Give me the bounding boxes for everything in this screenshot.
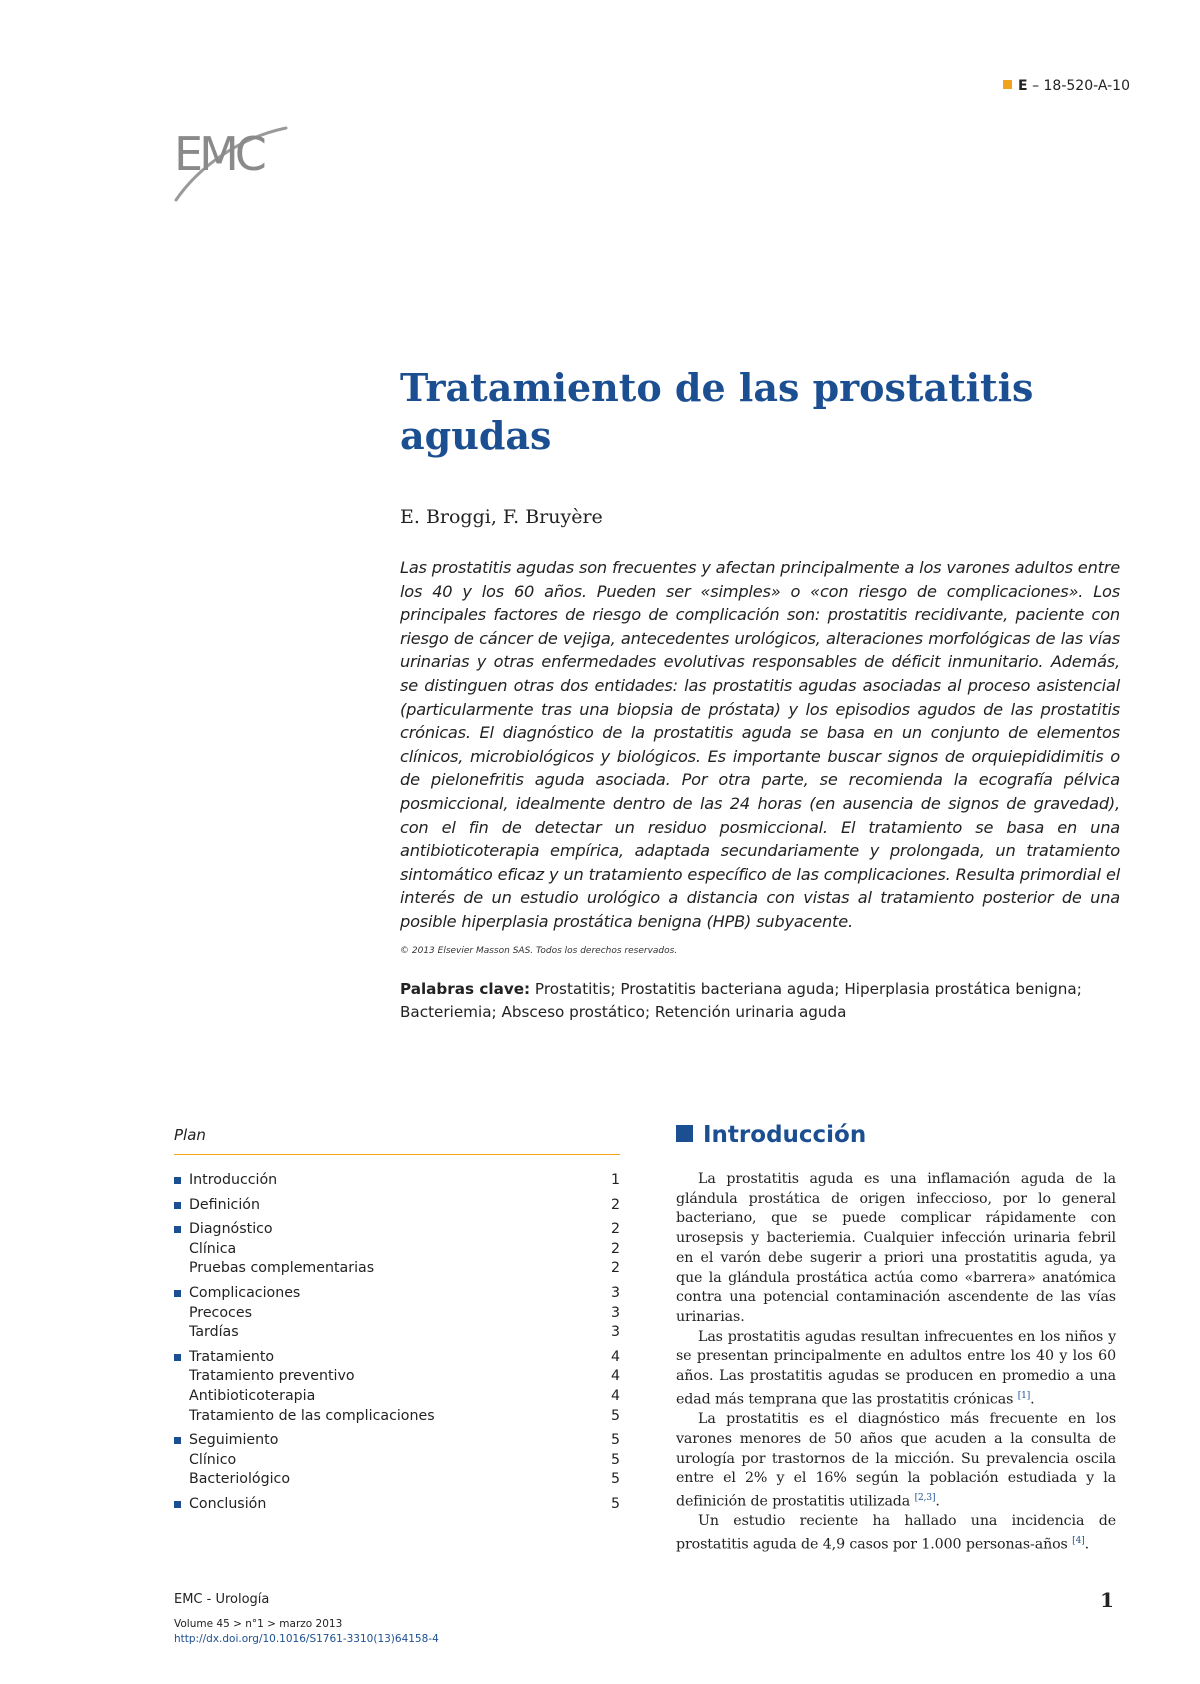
intro-paragraph-3: La prostatitis es el diagnóstico más frecuente en los varones menores de 50 años que acuden a la consulta de urología por trastornos de la micción. Su prevalencia oscila entre el 2% y el 16% según la población estudiada y la definición de prostatitis utilizada [2,3]. [676,1411,1116,1510]
intro-paragraph-1: La prostatitis aguda es una inflamación aguda de la glándula prostática de origen infeccioso, por lo general bacteriano, que se puede complicar rápidamente con urosepsis y bacteriemia. Cualquier infección urinaria febril en el varón debe sugerir a priori una prostatitis aguda, ya que la glándula prostática actúa como «barrera» anatómica contra una potencial contaminación ascendente de las vías urinarias. [676,1171,1116,1325]
introduction-body [676,1170,1116,1556]
square-bullet-icon [174,1177,181,1184]
citation-link[interactable]: [2,3] [914,1492,936,1503]
toc-subitem-antibioticoterapia[interactable]: Antibioticoterapia 4 [189,1387,620,1404]
keywords [400,978,1120,1024]
ref-code-number: – 18-520-A-10 [1027,78,1130,94]
toc-item-complicaciones[interactable]: Complicaciones 3 [174,1284,620,1304]
toc-item-conclusion[interactable]: Conclusión 5 [174,1495,620,1515]
toc-subitem-tardias[interactable]: Tardías 3 [189,1324,620,1341]
doi-link[interactable]: http://dx.doi.org/10.1016/S1761-3310(13)64158-4 [174,1633,439,1645]
toc-title: Plan [174,1126,620,1155]
toc-subitem-bacteriologico[interactable]: Bacteriológico 5 [189,1471,620,1488]
square-bullet-icon [174,1226,181,1233]
page-number: 1 [1100,1588,1114,1612]
toc-subitem-tratamiento-preventivo[interactable]: Tratamiento preventivo 4 [189,1368,620,1385]
emc-logo-text: EMC [174,127,263,181]
orange-square-icon [1003,80,1012,89]
section-heading-introduccion: Introducción [676,1122,866,1148]
toc-item-introduccion[interactable]: Introducción 1 [174,1171,620,1191]
square-bullet-icon [174,1290,181,1297]
toc-item-definicion[interactable]: Definición 2 [174,1196,620,1216]
article-reference-code [1003,78,1130,94]
copyright-notice: © 2013 Elsevier Masson SAS. Todos los derechos reservados. [400,946,678,956]
intro-paragraph-2: Las prostatitis agudas resultan infrecuentes en los niños y se presentan principalmente en adultos entre los 40 y los 60 años. Las prostatitis agudas se producen en promedio a una edad más temprana que las prostatitis crónicas [1]. [676,1328,1116,1408]
article-abstract: Las prostatitis agudas son frecuentes y afectan principalmente a los varones adultos entre los 40 y los 60 años. Pueden ser «simples» o «con riesgo de complicaciones». Los principales factores de riesgo de complicación son: prostatitis recidivante, paciente con riesgo de cáncer de vejiga, antecedentes urológicos, alteraciones morfológicas de las vías urinarias y otras enfermedades evolutivas responsables de déficit inmunitario. Además, se distinguen otras dos entidades: las prostatitis agudas asociadas al proceso asistencial (particularmente tras una biopsia de próstata) y los episodios agudos de las prostatitis crónicas. El diagnóstico de la prostatitis aguda se basa en un conjunto de elementos clínicos, microbiológicos y biológicos. Es importante buscar signos de orquiepididimitis o de pielonefritis aguda asociada. Por otra parte, se recomienda la ecografía pélvica posmiccional, idealmente dentro de las 24 horas (en ausencia de signos de gravedad), con el fin de detectar un residuo posmiccional. El tratamiento se basa en una antibioticoterapia empírica, adaptada secundariamente y prolongada, un tratamiento sintomático eficaz y un tratamiento específico de las complicaciones. Resulta primordial el interés de un estudio urológico a distancia con vistas al tratamiento posterior de una posible hiperplasia prostática benigna (HPB) subyacente. [400,558,1120,931]
footer-volume: Volume 45 > n°1 > marzo 2013 [174,1618,343,1630]
toc-subitem-clinica[interactable]: Clínica 2 [189,1240,620,1257]
emc-logo [168,108,288,208]
square-bullet-icon [174,1202,181,1209]
square-bullet-icon [174,1354,181,1361]
toc-subitem-pruebas-complementarias[interactable]: Pruebas complementarias 2 [189,1260,620,1277]
blue-square-icon [676,1125,693,1142]
footer-journal-name: EMC - Urología [174,1592,270,1607]
intro-paragraph-4: Un estudio reciente ha hallado una incidencia de prostatitis aguda de 4,9 casos por 1.000 personas-años [4]. [676,1513,1116,1553]
keywords-label: Palabras clave: [400,980,531,998]
toc-subitem-clinico[interactable]: Clínico 5 [189,1451,620,1468]
toc-item-seguimiento[interactable]: Seguimiento 5 [174,1431,620,1451]
article-authors: E. Broggi, F. Bruyère [400,506,603,528]
square-bullet-icon [174,1437,181,1444]
citation-link[interactable]: [1] [1017,1390,1031,1401]
article-title: Tratamiento de las prostatitis agudas [400,365,1034,458]
toc-subitem-tratamiento-complicaciones[interactable]: Tratamiento de las complicaciones 5 [189,1407,620,1424]
citation-link[interactable]: [4] [1072,1536,1085,1547]
table-of-contents [174,1126,620,1515]
toc-subitem-precoces[interactable]: Precoces 3 [189,1304,620,1321]
square-bullet-icon [174,1501,181,1508]
ref-code-letter: E [1018,78,1028,94]
toc-item-diagnostico[interactable]: Diagnóstico 2 [174,1220,620,1240]
keywords-list: Prostatitis; Prostatitis bacteriana aguda; Hiperplasia prostática benigna; Bacteriemia; Absceso prostático; Retención urinaria aguda [400,980,1082,1021]
toc-item-tratamiento[interactable]: Tratamiento 4 [174,1348,620,1368]
